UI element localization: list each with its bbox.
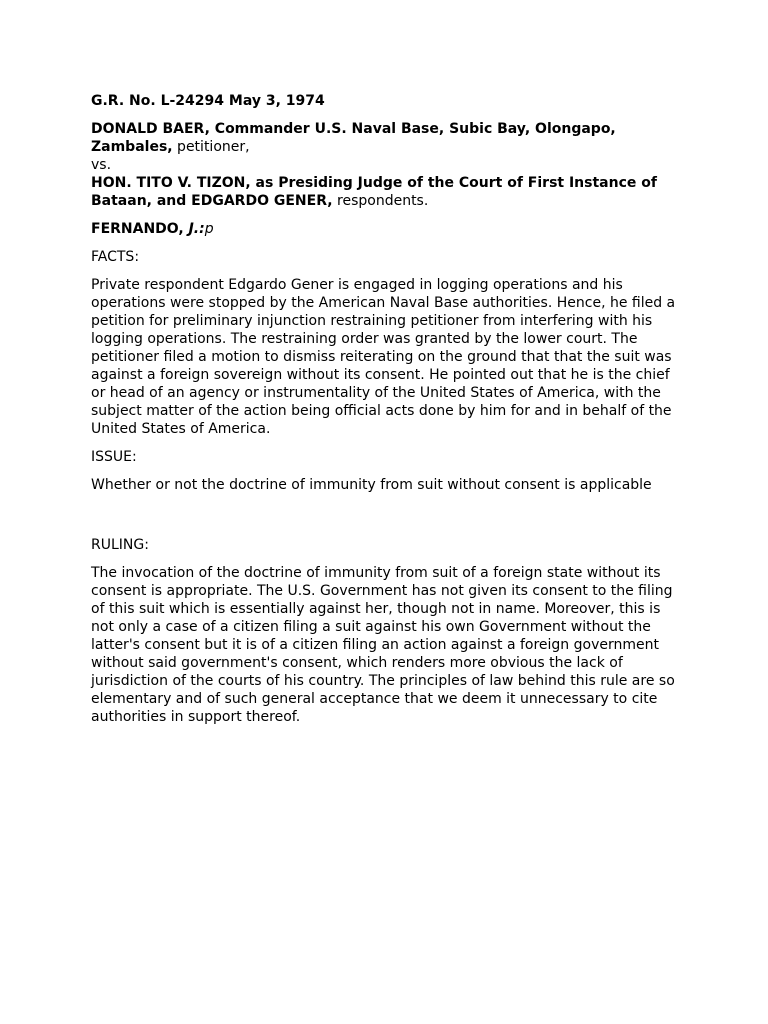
petitioner-role: petitioner, [172, 139, 250, 155]
versus-label: vs. [91, 157, 112, 173]
document-page [91, 92, 681, 736]
case-citation: G.R. No. L-24294 May 3, 1974 [91, 93, 325, 109]
facts-body: Private respondent Edgardo Gener is engaged in logging operations and his operations were stopped by the American Naval Base authorities. Hence, he filed a petition for preliminary injunction restraining petitioner from interfering with his logging operations. The restraining order was granted by the lower court. The petitioner filed a motion to dismiss reiterating on the ground that that the suit was against a foreign sovereign without its consent. He pointed out that he is the chief or head of an agency or instrumentality of the United States of America, with the subject matter of the action being official acts done by him for and in behalf of the United States of America. [91, 277, 676, 437]
petitioner-name: DONALD BAER, Commander U.S. Naval Base, Subic Bay, Olongapo, Zambales, [91, 121, 616, 155]
ponente-name: FERNANDO, [91, 221, 189, 237]
ponente-title: J.: [188, 221, 205, 237]
issue-body: Whether or not the doctrine of immunity from suit without consent is applicable [91, 477, 652, 493]
respondents-name: HON. TITO V. TIZON, as Presiding Judge of the Court of First Instance of Bataan, and EDGARDO GENER, [91, 175, 657, 209]
spacer [91, 504, 681, 536]
respondents-role: respondents. [332, 193, 429, 209]
ponente-line [91, 220, 681, 238]
case-caption [91, 120, 681, 210]
facts-heading: FACTS: [91, 249, 140, 265]
issue-heading: ISSUE: [91, 449, 137, 465]
ruling-body: The invocation of the doctrine of immunity from suit of a foreign state without its consent is appropriate. The U.S. Government has not given its consent to the filing of this suit which is essentially against her, though not in name. Moreover, this is not only a case of a citizen filing a suit against his own Government without the latter's consent but it is of a citizen filing an action against a foreign government without said government's consent, which renders more obvious the lack of jurisdiction of the courts of his country. The principles of law behind this rule are so elementary and of such general acceptance that we deem it unnecessary to cite authorities in support thereof. [91, 565, 675, 725]
ruling-heading: RULING: [91, 537, 149, 553]
ponente-suffix: p [204, 221, 214, 237]
